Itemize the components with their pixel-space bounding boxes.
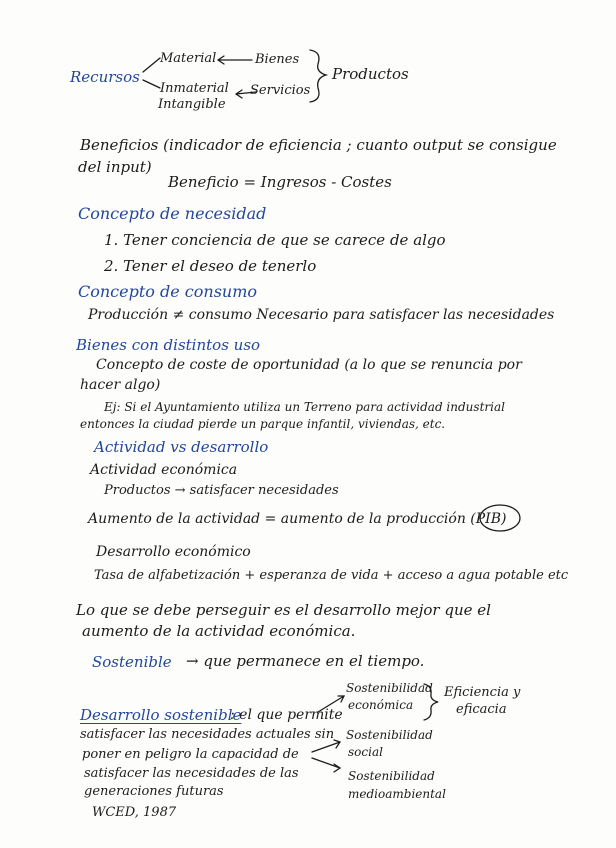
bienes-usos-line4: entonces la ciudad pierde un parque infantil, viviendas, etc. <box>80 417 446 431</box>
ds-line1: : el que permite <box>230 707 343 723</box>
ds-line3: poner en peligro la capacidad de <box>82 747 299 762</box>
beneficios-line2: del input) <box>78 158 152 176</box>
sostenible-text: → que permanece en el tiempo. <box>186 652 425 670</box>
material-label: Material <box>160 51 217 66</box>
actividad-aumento: Aumento de la actividad = aumento de la producción (PIB) <box>88 511 507 527</box>
arrow-bienes-material <box>218 56 252 64</box>
servicios-label: Servicios <box>250 83 311 98</box>
brace-productos <box>310 50 326 102</box>
actividad-productos: Productos → satisfacer necesidades <box>104 483 339 498</box>
necesidad-item2: 2. Tener el deseo de tenerlo <box>104 257 317 275</box>
branch-line-material <box>143 58 160 72</box>
sost-economica-1: Sostenibilidad <box>346 681 433 695</box>
sost-medio-2: medioambiental <box>348 787 446 801</box>
eficiencia-label: Eficiencia y <box>444 685 521 700</box>
arrow-to-medioambiental <box>312 758 340 772</box>
eficacia-label: eficacia <box>456 702 507 717</box>
ds-line2: satisfacer las necesidades actuales sin <box>80 727 335 742</box>
recursos-label: Recursos <box>70 68 140 86</box>
sostenible-label: Sostenible <box>92 653 172 671</box>
consumo-text: Producción ≠ consumo Necesario para satisfacer las necesidades <box>88 307 555 323</box>
sost-medio-1: Sostenibilidad <box>348 769 435 783</box>
bienes-usos-title: Bienes con distintos uso <box>76 336 261 354</box>
bienes-usos-line2: hacer algo) <box>80 377 161 393</box>
desarrollo-sostenible-title: Desarrollo sostenible <box>80 706 242 724</box>
ds-source: WCED, 1987 <box>92 805 177 820</box>
beneficios-line1: Beneficios (indicador de eficiencia ; cuanto output se consigue <box>80 136 557 154</box>
bienes-usos-line1: Concepto de coste de oportunidad (a lo que se renuncia por <box>96 357 522 373</box>
sost-social-1: Sostenibilidad <box>346 728 433 742</box>
conclusion-line2: aumento de la actividad económica. <box>82 622 356 640</box>
intangible-label: Intangible <box>158 97 226 112</box>
desarrollo-tasa: Tasa de alfabetización + esperanza de vida + acceso a agua potable etc <box>94 568 569 583</box>
desarrollo-economico: Desarrollo económico <box>96 544 251 560</box>
necesidad-title: Concepto de necesidad <box>78 204 267 223</box>
conclusion-line1: Lo que se debe perseguir es el desarrollo mejor que el <box>76 601 491 619</box>
actividad-economica: Actividad económica <box>90 462 238 478</box>
ds-line4: satisfacer las necesidades de las <box>84 766 299 781</box>
actividad-title: Actividad vs desarrollo <box>94 438 269 456</box>
consumo-title: Concepto de consumo <box>78 282 258 301</box>
bienes-label: Bienes <box>255 52 300 67</box>
sost-social-2: social <box>348 745 383 759</box>
productos-label: Productos <box>332 65 409 83</box>
branch-line-inmaterial <box>143 80 160 88</box>
beneficio-formula: Beneficio = Ingresos - Costes <box>168 173 392 191</box>
ds-line5: generaciones futuras <box>84 784 224 799</box>
bienes-usos-line3: Ej: Si el Ayuntamiento utiliza un Terreno para actividad industrial <box>104 400 505 414</box>
sost-economica-2: económica <box>348 698 414 712</box>
inmaterial-label: Inmaterial <box>160 81 229 96</box>
necesidad-item1: 1. Tener conciencia de que se carece de algo <box>104 231 446 249</box>
